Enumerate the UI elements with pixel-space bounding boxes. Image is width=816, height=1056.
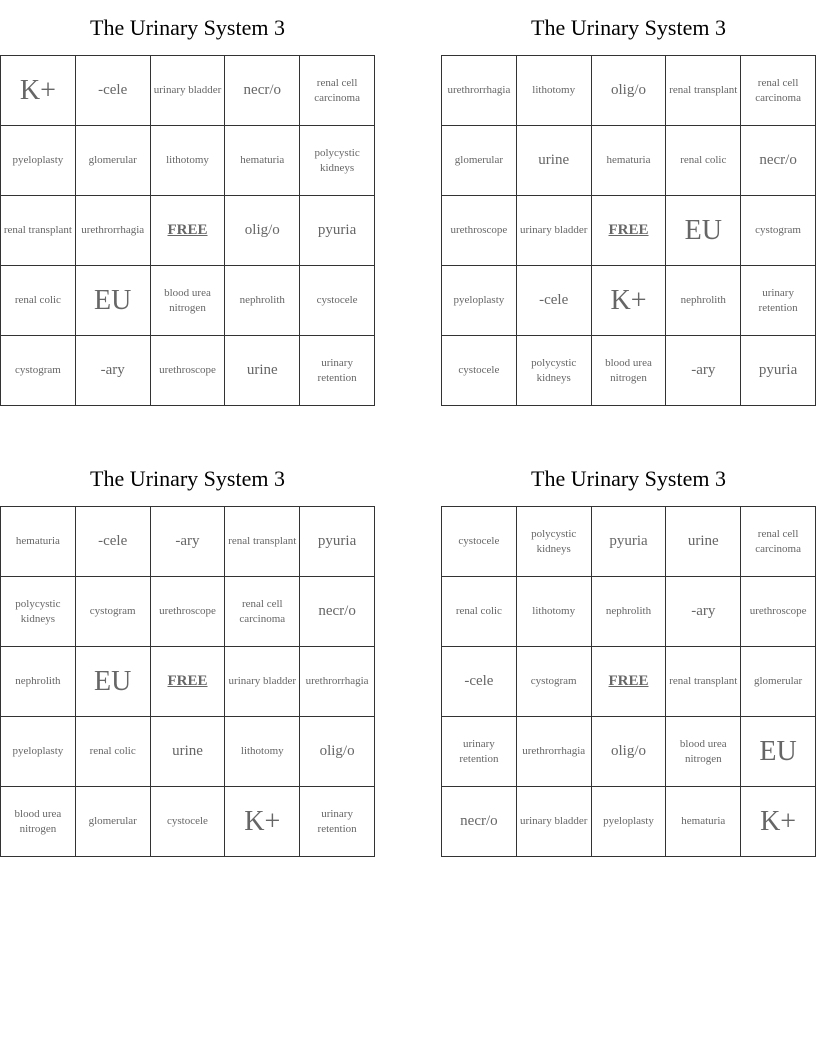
bingo-cell: -ary bbox=[151, 507, 226, 577]
bingo-cell: urine bbox=[666, 507, 741, 577]
bingo-cell: polycystic kidneys bbox=[1, 577, 76, 647]
bingo-cell: K+ bbox=[741, 787, 816, 857]
bingo-cell: urinary bladder bbox=[517, 787, 592, 857]
bingo-cell: -cele bbox=[76, 56, 151, 126]
bingo-cell: -ary bbox=[666, 577, 741, 647]
bingo-cell: K+ bbox=[1, 56, 76, 126]
bingo-cell: lithotomy bbox=[517, 577, 592, 647]
bingo-grid bbox=[441, 55, 816, 406]
bingo-cell: renal cell carcinoma bbox=[225, 577, 300, 647]
card-title: The Urinary System 3 bbox=[90, 15, 285, 40]
bingo-cell: urinary retention bbox=[741, 266, 816, 336]
bingo-cell: nephrolith bbox=[225, 266, 300, 336]
bingo-card-2 bbox=[441, 0, 816, 406]
card-title: The Urinary System 3 bbox=[531, 466, 726, 491]
bingo-cell: cystogram bbox=[517, 647, 592, 717]
bingo-grid bbox=[0, 506, 375, 857]
bingo-cell: nephrolith bbox=[592, 577, 667, 647]
free-space-cell: FREE bbox=[151, 647, 226, 717]
bingo-cell: urethrorrhagia bbox=[300, 647, 375, 717]
bingo-card-1 bbox=[0, 0, 375, 406]
bingo-cell: pyuria bbox=[300, 196, 375, 266]
bingo-cell: urinary bladder bbox=[151, 56, 226, 126]
bingo-cell: glomerular bbox=[442, 126, 517, 196]
bingo-card-4 bbox=[441, 451, 816, 857]
bingo-cell: hematuria bbox=[592, 126, 667, 196]
bingo-cell: -ary bbox=[76, 336, 151, 406]
bingo-cell: -cele bbox=[517, 266, 592, 336]
bingo-cell: pyeloplasty bbox=[442, 266, 517, 336]
bingo-cell: cystogram bbox=[1, 336, 76, 406]
bingo-cell: -cele bbox=[76, 507, 151, 577]
bingo-cell: EU bbox=[76, 647, 151, 717]
bingo-cell: EU bbox=[741, 717, 816, 787]
free-space-cell: FREE bbox=[151, 196, 226, 266]
bingo-cell: renal transplant bbox=[225, 507, 300, 577]
bingo-cell: renal cell carcinoma bbox=[741, 56, 816, 126]
bingo-cell: cystogram bbox=[76, 577, 151, 647]
bingo-cell: pyuria bbox=[592, 507, 667, 577]
bingo-cell: pyuria bbox=[300, 507, 375, 577]
bingo-cell: glomerular bbox=[741, 647, 816, 717]
bingo-cell: polycystic kidneys bbox=[300, 126, 375, 196]
bingo-cell: urinary retention bbox=[300, 336, 375, 406]
bingo-cell: olig/o bbox=[592, 717, 667, 787]
bingo-cell: blood urea nitrogen bbox=[666, 717, 741, 787]
bingo-cell: urinary retention bbox=[300, 787, 375, 857]
bingo-cell: K+ bbox=[592, 266, 667, 336]
bingo-cell: blood urea nitrogen bbox=[592, 336, 667, 406]
bingo-cell: cystocele bbox=[151, 787, 226, 857]
bingo-cell: renal transplant bbox=[666, 647, 741, 717]
bingo-cell: cystocele bbox=[442, 507, 517, 577]
bingo-cell: lithotomy bbox=[225, 717, 300, 787]
bingo-cell: EU bbox=[76, 266, 151, 336]
card-title: The Urinary System 3 bbox=[531, 15, 726, 40]
bingo-cell: EU bbox=[666, 196, 741, 266]
bingo-cell: hematuria bbox=[1, 507, 76, 577]
bingo-cell: glomerular bbox=[76, 787, 151, 857]
bingo-cell: urinary bladder bbox=[225, 647, 300, 717]
bingo-cell: renal colic bbox=[1, 266, 76, 336]
card-title: The Urinary System 3 bbox=[90, 466, 285, 491]
bingo-cell: urine bbox=[517, 126, 592, 196]
bingo-cell: pyuria bbox=[741, 336, 816, 406]
free-space-cell: FREE bbox=[592, 647, 667, 717]
bingo-cell: urethroscope bbox=[151, 336, 226, 406]
bingo-cell: necr/o bbox=[741, 126, 816, 196]
bingo-cell: hematuria bbox=[666, 787, 741, 857]
free-space-cell: FREE bbox=[592, 196, 667, 266]
bingo-grid bbox=[441, 506, 816, 857]
bingo-cell: urine bbox=[225, 336, 300, 406]
bingo-cell: cystocele bbox=[300, 266, 375, 336]
bingo-cell: olig/o bbox=[592, 56, 667, 126]
bingo-cell: urinary bladder bbox=[517, 196, 592, 266]
bingo-cell: renal colic bbox=[666, 126, 741, 196]
bingo-cell: polycystic kidneys bbox=[517, 507, 592, 577]
bingo-cell: renal transplant bbox=[666, 56, 741, 126]
bingo-card-3 bbox=[0, 451, 375, 857]
bingo-cell: nephrolith bbox=[666, 266, 741, 336]
bingo-cell: necr/o bbox=[442, 787, 517, 857]
bingo-grid bbox=[0, 55, 375, 406]
bingo-cell: K+ bbox=[225, 787, 300, 857]
bingo-cell: renal cell carcinoma bbox=[741, 507, 816, 577]
bingo-cell: urethroscope bbox=[741, 577, 816, 647]
bingo-cell: cystogram bbox=[741, 196, 816, 266]
bingo-cell: renal colic bbox=[76, 717, 151, 787]
bingo-cell: olig/o bbox=[300, 717, 375, 787]
bingo-cell: lithotomy bbox=[517, 56, 592, 126]
bingo-cell: urethrorrhagia bbox=[442, 56, 517, 126]
bingo-cell: -ary bbox=[666, 336, 741, 406]
bingo-cell: pyeloplasty bbox=[592, 787, 667, 857]
bingo-cell: -cele bbox=[442, 647, 517, 717]
bingo-cell: urethrorrhagia bbox=[517, 717, 592, 787]
bingo-cell: urethroscope bbox=[442, 196, 517, 266]
bingo-cell: pyeloplasty bbox=[1, 717, 76, 787]
bingo-cell: urinary retention bbox=[442, 717, 517, 787]
bingo-cell: glomerular bbox=[76, 126, 151, 196]
bingo-cell: necr/o bbox=[300, 577, 375, 647]
bingo-cell: renal colic bbox=[442, 577, 517, 647]
bingo-cell: nephrolith bbox=[1, 647, 76, 717]
bingo-cell: urethroscope bbox=[151, 577, 226, 647]
bingo-cell: blood urea nitrogen bbox=[1, 787, 76, 857]
bingo-cell: urine bbox=[151, 717, 226, 787]
bingo-cell: lithotomy bbox=[151, 126, 226, 196]
bingo-cell: cystocele bbox=[442, 336, 517, 406]
bingo-cell: pyeloplasty bbox=[1, 126, 76, 196]
bingo-cell: blood urea nitrogen bbox=[151, 266, 226, 336]
bingo-cell: hematuria bbox=[225, 126, 300, 196]
bingo-cell: polycystic kidneys bbox=[517, 336, 592, 406]
bingo-cell: olig/o bbox=[225, 196, 300, 266]
bingo-cell: necr/o bbox=[225, 56, 300, 126]
bingo-cell: urethrorrhagia bbox=[76, 196, 151, 266]
bingo-cell: renal cell carcinoma bbox=[300, 56, 375, 126]
bingo-cell: renal transplant bbox=[1, 196, 76, 266]
